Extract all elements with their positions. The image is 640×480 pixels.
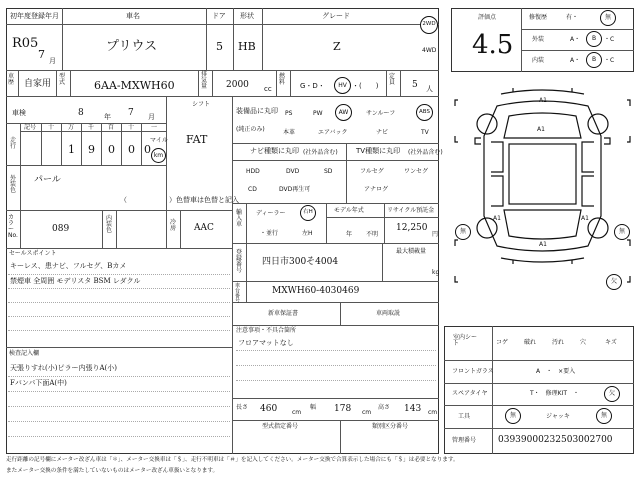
door-label: ドア [212, 12, 226, 20]
shift-label: シフト [192, 101, 211, 108]
spare-tire-options: T・ 修理KIT ・ [530, 390, 580, 397]
model-year-unit: 年 [346, 231, 353, 238]
tv-analog: アナログ [364, 186, 389, 193]
repair-none-circle: 無 [600, 10, 616, 26]
first-reg-month-unit: 月 [49, 57, 56, 65]
inspection-month-unit: 月 [148, 113, 155, 121]
chassis-label: 車台番号 [235, 283, 241, 304]
mileage-label: 走行 [10, 137, 17, 150]
tools-none-circle: 無 [505, 408, 521, 424]
navi-cd: CD [248, 186, 257, 193]
inspection-year: 8 [78, 108, 84, 118]
usage: 自家用 [24, 79, 52, 89]
seat-tear: 破れ [524, 339, 537, 346]
car-name-label: 車名 [126, 12, 140, 20]
recycle-label: リサイクル預託金 [387, 207, 435, 214]
drive-2wd-circle: 2WD [420, 16, 438, 34]
score-value: 4.5 [472, 30, 514, 60]
length-unit: cm [292, 409, 302, 416]
equip-sunroof: サンルーフ [366, 110, 396, 117]
displacement-label: 排気量 [201, 71, 208, 90]
equip-aw-circle: AW [335, 104, 352, 121]
first-reg-month: 7 [38, 48, 45, 61]
mileage-header-hyaku: 百 [108, 124, 115, 131]
interior-color-label: 内装色 [106, 215, 113, 234]
equip-tv: TV [421, 129, 429, 136]
interior-grade-b-circle: B [586, 52, 602, 68]
mileage-header-symbol: 記号 [24, 124, 37, 131]
inspection-label: 車検 [12, 109, 26, 117]
registration-number: 四日市300そ4004 [262, 257, 339, 267]
height-value: 143 [404, 404, 422, 414]
shape-label: 形状 [240, 12, 254, 20]
spare-tire-missing-circle: 欠 [604, 386, 620, 402]
inspection-year-unit: 年 [104, 113, 111, 121]
vehicle-history-label: 車歴 [8, 73, 15, 86]
inspection-month: 7 [128, 108, 134, 118]
mileage-digit-1: 1 [68, 143, 75, 156]
fuel-options: G・D・ [300, 82, 325, 90]
mileage-km-circle: km [151, 148, 166, 163]
left-handle: 左H [302, 230, 313, 237]
equip-navi: ナビ [376, 129, 389, 136]
diagram-right-circle: 無 [614, 224, 630, 240]
door-count: 5 [216, 40, 223, 53]
model-year-unknown: 不明 [366, 231, 379, 238]
repair-history-label: 修復歴 [529, 14, 548, 21]
seat-burn: コゲ [496, 339, 509, 346]
navi-type-label: ナビ種類に丸印 [250, 147, 299, 155]
damage-mark-rear: A1 [539, 241, 547, 248]
tv-fullseg: フルセグ [360, 168, 384, 175]
grade-label: グレード [322, 12, 350, 20]
management-label: 管理番号 [452, 437, 477, 444]
exterior-grade-b-circle: B [586, 31, 602, 47]
displacement: 2000 [226, 80, 249, 90]
seat-scratch: キズ [605, 339, 617, 346]
mileage-unit-mile: マイル [150, 137, 168, 144]
exterior-grade-end: ・C [604, 36, 615, 43]
ac-label: 冷房 [170, 219, 177, 232]
first-reg-label: 初年度登録年月 [10, 12, 59, 20]
mileage-digit-5: 0 [144, 143, 151, 156]
mileage-header-sen: 千 [88, 124, 95, 131]
drive-4wd: 4WD [422, 47, 437, 54]
interior-grade-end: ・C [604, 57, 615, 64]
windshield-options: A ・ ×要入 [536, 368, 576, 375]
windshield-label: フロントガラス [452, 368, 494, 375]
ac-type: AAC [194, 223, 214, 233]
new-car-warranty: 新車保証書 [268, 310, 299, 317]
navi-sd: SD [324, 168, 333, 175]
score-label: 評価点 [478, 14, 497, 21]
recycle-amount: 12,250 [396, 223, 428, 233]
sales-point-line-1: キーレス、患ナビ、フルセグ、Bカメ [10, 262, 127, 270]
seat-hole: 穴 [580, 339, 587, 346]
import-parallel: ・並行 [260, 230, 279, 237]
equipment-sublabel: (純正のみ) [236, 126, 265, 133]
equip-pw: PW [313, 110, 323, 117]
navi-type-sublabel: (社外品含む) [303, 149, 338, 156]
tools-label: 工具 [458, 413, 471, 420]
tv-type-label: TV種類に丸印 [356, 147, 401, 155]
spare-tire-label: スペアタイヤ [452, 390, 488, 397]
capacity-unit: 人 [426, 85, 433, 93]
chassis-number: MXWH60-4030469 [272, 286, 360, 296]
max-load-unit: kg [432, 269, 440, 276]
color-no-label: カラーNo. [8, 214, 18, 239]
height-unit: cm [428, 409, 438, 416]
navi-dvd-play: DVD再生可 [279, 186, 311, 193]
equip-abs-circle: ABS [416, 104, 433, 121]
diagram-left-circle: 無 [455, 224, 471, 240]
interior-grade-label: 内装 [532, 57, 545, 64]
caution-line-1: フロアマットなし [238, 339, 294, 347]
management-number: 03939000232503002700 [498, 435, 613, 445]
damage-mark-right: A1 [581, 215, 589, 222]
mileage-header-man: 万 [68, 124, 75, 131]
model-code: 6AA-MXWH60 [94, 79, 175, 92]
registration-label: 登録番号 [236, 249, 243, 274]
import-dealer: ディーラー [256, 210, 286, 217]
fuel-hv-circle: HV [334, 77, 351, 94]
footer-note-2: またメーター交換の条件を満たしていないものはメーター改ざん車扱いとなります。 [6, 468, 219, 474]
seat-label: 室内シート [453, 334, 478, 347]
mileage-header-ichi: 一 [151, 124, 158, 131]
vehicle-manual: 車両取説 [376, 310, 401, 317]
navi-dvd: DVD [286, 168, 300, 175]
width-unit: cm [362, 409, 372, 416]
sales-points-label: セールスポイント [9, 250, 57, 257]
inspector-line-2: Fバンパ下面A(中) [10, 379, 67, 387]
damage-mark-hood: A1 [537, 126, 545, 133]
body-shape: HB [238, 40, 256, 53]
fuel-label: 燃料 [279, 73, 286, 86]
shift-type: FAT [186, 133, 208, 146]
exterior-color: パール [34, 175, 61, 185]
car-damage-diagram [451, 76, 634, 318]
car-name: プリウス [106, 39, 158, 54]
first-reg-year: R05 [12, 36, 39, 51]
height-label: 高さ [378, 404, 391, 411]
damage-mark-front-bumper: A1 [539, 97, 547, 104]
right-handle-circle: 右H [300, 205, 316, 221]
fuel-other: ・( ) [352, 82, 379, 90]
capacity-label: 定員 [389, 73, 396, 86]
damage-mark-roof: A1 [493, 215, 501, 222]
cc-unit: cc [264, 85, 272, 93]
type-designation-label: 型式指定番号 [262, 423, 299, 430]
interior-grade-options: A・ [570, 57, 581, 64]
import-label: 輸入車 [236, 209, 243, 228]
grade: Z [333, 40, 341, 53]
caution-label: 注意事項・不具合箇所 [236, 327, 297, 334]
seat-stain: 汚れ [552, 339, 565, 346]
equip-ps: PS [285, 110, 293, 117]
color-no: 089 [52, 224, 70, 234]
recycle-unit: 円 [432, 231, 439, 238]
repair-options: 有・ [566, 14, 579, 21]
exterior-color-label: 外装色 [10, 175, 17, 194]
exterior-grade-label: 外装 [532, 36, 545, 43]
equipment-label: 装備品に丸印 [236, 107, 278, 115]
mileage-header-10man: 十 [48, 124, 55, 131]
inspector-line-1: 天張りすれ(小)ピラー内張りA(小) [10, 364, 117, 372]
length-value: 460 [260, 404, 278, 414]
mileage-digit-3: 0 [108, 143, 115, 156]
length-label: 長さ [236, 404, 249, 411]
sales-point-line-2: 禁煙車 全周囲 モデリスタ BSM レダクル [10, 277, 141, 285]
exterior-color-note: （ ）色替車は色替と記入 [120, 196, 239, 204]
class-number-label: 類別区分番号 [372, 423, 409, 430]
model-label: 型式 [59, 73, 66, 86]
width-label: 幅 [310, 404, 317, 411]
capacity: 5 [412, 80, 418, 90]
tv-type-sublabel: (社外品含む) [408, 149, 443, 156]
mileage-digit-2: 9 [88, 143, 95, 156]
mileage-header-juu: 十 [128, 124, 135, 131]
exterior-grade-options: A・ [570, 36, 581, 43]
model-year-label: モデル年式 [334, 207, 364, 214]
footer-note-1: 走行距離の記号欄にメーター改ざん車は「＊」、メーター交換車は「＄」、走行不明車は「＃」を記入してください。メーター交換で合算表示した場合にも「＄」は必要となります。 [6, 457, 459, 463]
equip-airbag: エアバック [318, 129, 348, 136]
navi-hdd: HDD [246, 168, 260, 175]
tv-oneseg: ワンセグ [404, 168, 429, 175]
width-value: 178 [334, 404, 352, 414]
max-load-label: 最大積載量 [396, 248, 427, 255]
inspector-notes-label: 検査記入欄 [9, 350, 40, 357]
jack-label: ジャッキ [546, 413, 570, 420]
diagram-bottom-circle: 欠 [606, 274, 622, 290]
mileage-digit-4: 0 [128, 143, 135, 156]
equip-leather: 本革 [283, 129, 296, 136]
jack-none-circle: 無 [596, 408, 612, 424]
